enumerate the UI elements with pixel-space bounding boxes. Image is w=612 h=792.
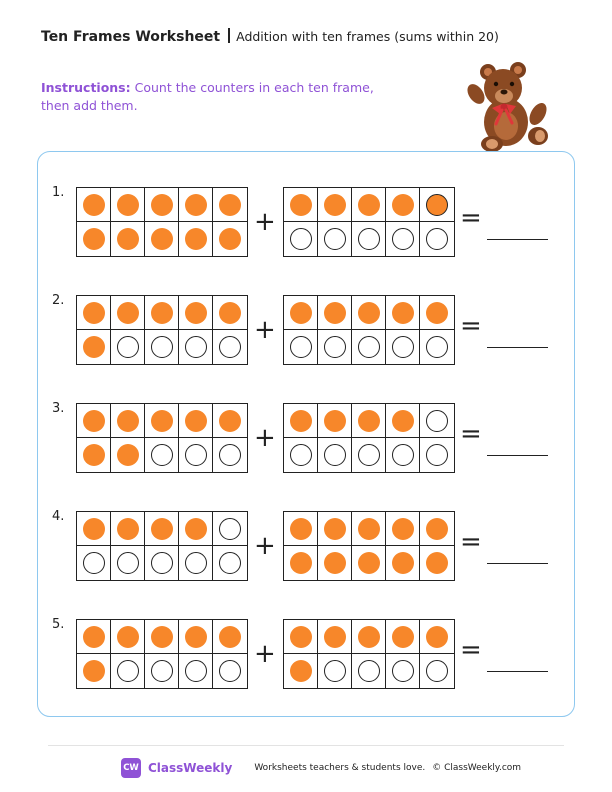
ten-frame-cell [318,404,352,438]
ten-frame-cell [318,296,352,330]
ten-frame-cell [420,654,454,688]
footer-tagline: Worksheets teachers & students love. [254,763,426,773]
ten-frame-cell [213,438,247,472]
filled-counter [392,626,414,648]
ten-frame-cell [386,654,420,688]
empty-counter [117,660,139,682]
filled-counter [358,194,380,216]
footer [121,758,521,778]
right-ten-frame [283,619,455,689]
filled-counter [83,626,105,648]
footer-divider [48,745,564,746]
ten-frame-cell [213,188,247,222]
ten-frame-cell [111,654,145,688]
ten-frame-cell [111,296,145,330]
filled-counter [83,444,105,466]
ten-frame-cell [420,188,454,222]
equals-sign: = [460,635,482,665]
filled-counter [117,228,139,250]
empty-counter [219,660,241,682]
filled-counter [290,518,312,540]
ten-frame-cell [77,620,111,654]
filled-counter [358,410,380,432]
plus-sign: + [254,315,276,345]
ten-frame-cell [77,330,111,364]
empty-counter [219,336,241,358]
filled-counter [151,302,173,324]
ten-frame-cell [284,620,318,654]
ten-frame-cell [111,438,145,472]
empty-counter [426,410,448,432]
ten-frame-cell [111,620,145,654]
answer-blank[interactable] [487,239,548,240]
problem-number: 5. [52,617,65,632]
ten-frame-cell [386,188,420,222]
ten-frame-cell [145,620,179,654]
empty-counter [219,444,241,466]
empty-counter [219,518,241,540]
filled-counter [324,626,346,648]
teddy-bear-icon [462,58,554,154]
empty-counter [392,444,414,466]
filled-counter [83,660,105,682]
filled-counter [219,302,241,324]
filled-counter [219,228,241,250]
ten-frame-cell [179,512,213,546]
ten-frame-cell [77,546,111,580]
problem-row [0,617,612,687]
filled-counter [324,194,346,216]
filled-counter [151,518,173,540]
ten-frame-cell [179,188,213,222]
ten-frame-cell [179,330,213,364]
problem-row [0,401,612,471]
ten-frame-cell [145,330,179,364]
ten-frame-cell [386,512,420,546]
empty-counter [358,444,380,466]
empty-counter [151,336,173,358]
filled-counter [83,194,105,216]
empty-counter [83,552,105,574]
filled-counter [290,302,312,324]
ten-frame-cell [213,330,247,364]
ten-frame-cell [284,296,318,330]
filled-counter [426,302,448,324]
ten-frame-cell [145,404,179,438]
empty-counter [392,228,414,250]
right-ten-frame [283,295,455,365]
instructions-label: Instructions: [41,80,131,95]
filled-counter [185,518,207,540]
filled-counter [358,552,380,574]
filled-counter [219,410,241,432]
right-ten-frame [283,187,455,257]
empty-counter [324,228,346,250]
ten-frame-cell [145,512,179,546]
ten-frame-cell [352,330,386,364]
ten-frame-cell [352,296,386,330]
plus-sign: + [254,531,276,561]
answer-blank[interactable] [487,671,548,672]
problem-number: 4. [52,509,65,524]
ten-frame-cell [284,188,318,222]
left-ten-frame [76,403,248,473]
ten-frame-cell [111,404,145,438]
filled-counter [83,228,105,250]
equals-sign: = [460,203,482,233]
brand-name: ClassWeekly [148,761,233,775]
ten-frame-cell [352,404,386,438]
ten-frame-cell [352,512,386,546]
ten-frame-cell [145,546,179,580]
filled-counter [426,518,448,540]
empty-counter [185,552,207,574]
right-ten-frame [283,403,455,473]
ten-frame-cell [318,438,352,472]
ten-frame-cell [77,222,111,256]
ten-frame-cell [213,404,247,438]
worksheet-subtitle: Addition with ten frames (sums within 20) [236,29,499,44]
answer-blank[interactable] [487,347,548,348]
ten-frame-cell [213,296,247,330]
filled-counter [117,302,139,324]
empty-counter [185,336,207,358]
empty-counter [358,336,380,358]
ten-frame-cell [318,546,352,580]
empty-counter [151,444,173,466]
ten-frame-cell [420,512,454,546]
ten-frame-cell [284,654,318,688]
ten-frame-cell [386,330,420,364]
ten-frame-cell [420,620,454,654]
ten-frame-cell [77,404,111,438]
empty-counter [392,660,414,682]
empty-counter [185,444,207,466]
ten-frame-cell [77,512,111,546]
ten-frame-cell [284,438,318,472]
empty-counter [324,660,346,682]
ten-frame-cell [420,404,454,438]
classweekly-logo-icon: CW [121,758,141,778]
ten-frame-cell [284,512,318,546]
empty-counter [426,336,448,358]
ten-frame-cell [420,438,454,472]
ten-frame-cell [77,438,111,472]
filled-counter [290,660,312,682]
ten-frame-cell [179,222,213,256]
filled-counter [290,194,312,216]
ten-frame-cell [145,654,179,688]
empty-counter [117,552,139,574]
equals-sign: = [460,311,482,341]
filled-counter [358,626,380,648]
ten-frame-cell [386,296,420,330]
filled-counter [219,626,241,648]
ten-frame-cell [213,222,247,256]
filled-counter [83,518,105,540]
filled-counter [290,410,312,432]
empty-counter [358,228,380,250]
ten-frame-cell [284,330,318,364]
problem-number: 2. [52,293,65,308]
filled-counter [83,410,105,432]
filled-counter [358,302,380,324]
footer-copyright: © ClassWeekly.com [432,763,522,773]
ten-frame-cell [318,222,352,256]
filled-counter [426,626,448,648]
empty-counter [324,444,346,466]
filled-counter [392,194,414,216]
ten-frame-cell [179,654,213,688]
ten-frame-cell [420,330,454,364]
filled-counter [290,626,312,648]
filled-counter [83,336,105,358]
filled-counter [151,228,173,250]
filled-counter [117,194,139,216]
problem-row [0,185,612,255]
ten-frame-cell [77,654,111,688]
problem-row [0,509,612,579]
answer-blank[interactable] [487,563,548,564]
ten-frame-cell [352,620,386,654]
ten-frame-cell [77,188,111,222]
worksheet-header [41,28,499,45]
ten-frame-cell [352,188,386,222]
ten-frame-cell [77,296,111,330]
empty-counter [117,336,139,358]
ten-frame-cell [352,654,386,688]
ten-frame-cell [386,438,420,472]
filled-counter [185,194,207,216]
ten-frame-cell [386,404,420,438]
empty-counter [290,228,312,250]
instructions-text: Count the counters in each ten frame, then add them. [41,80,374,113]
empty-counter [426,660,448,682]
ten-frame-cell [179,296,213,330]
ten-frame-cell [179,620,213,654]
right-ten-frame [283,511,455,581]
worksheet-title: Ten Frames Worksheet [41,29,221,45]
empty-counter [219,552,241,574]
filled-counter [185,228,207,250]
empty-counter [358,660,380,682]
empty-counter [185,660,207,682]
left-ten-frame [76,619,248,689]
ten-frame-cell [111,330,145,364]
ten-frame-cell [318,330,352,364]
plus-sign: + [254,639,276,669]
left-ten-frame [76,295,248,365]
ten-frame-cell [111,512,145,546]
left-ten-frame [76,187,248,257]
equals-sign: = [460,419,482,449]
ten-frame-cell [318,620,352,654]
title-separator [228,28,230,43]
filled-counter [392,410,414,432]
ten-frame-cell [145,438,179,472]
ten-frame-cell [284,222,318,256]
filled-counter [185,410,207,432]
ten-frame-cell [386,620,420,654]
filled-counter [426,194,448,216]
problem-number: 1. [52,185,65,200]
plus-sign: + [254,207,276,237]
ten-frame-cell [145,188,179,222]
ten-frame-cell [111,546,145,580]
ten-frame-cell [352,546,386,580]
ten-frame-cell [179,546,213,580]
empty-counter [426,228,448,250]
ten-frame-cell [420,546,454,580]
ten-frame-cell [318,512,352,546]
empty-counter [151,552,173,574]
filled-counter [117,518,139,540]
empty-counter [151,660,173,682]
problem-row [0,293,612,363]
plus-sign: + [254,423,276,453]
filled-counter [83,302,105,324]
filled-counter [185,302,207,324]
ten-frame-cell [352,222,386,256]
filled-counter [151,410,173,432]
filled-counter [185,626,207,648]
instructions [41,79,401,115]
ten-frame-cell [284,546,318,580]
filled-counter [219,194,241,216]
filled-counter [151,626,173,648]
ten-frame-cell [284,404,318,438]
ten-frame-cell [111,222,145,256]
filled-counter [324,552,346,574]
filled-counter [117,444,139,466]
ten-frame-cell [213,546,247,580]
ten-frame-cell [386,546,420,580]
filled-counter [392,552,414,574]
problem-number: 3. [52,401,65,416]
empty-counter [290,444,312,466]
ten-frame-cell [213,512,247,546]
ten-frame-cell [352,438,386,472]
empty-counter [324,336,346,358]
filled-counter [290,552,312,574]
filled-counter [392,518,414,540]
ten-frame-cell [213,654,247,688]
equals-sign: = [460,527,482,557]
ten-frame-cell [145,222,179,256]
empty-counter [392,336,414,358]
filled-counter [117,626,139,648]
ten-frame-cell [179,404,213,438]
filled-counter [392,302,414,324]
ten-frame-cell [420,296,454,330]
filled-counter [324,410,346,432]
ten-frame-cell [386,222,420,256]
filled-counter [324,302,346,324]
ten-frame-cell [145,296,179,330]
ten-frame-cell [111,188,145,222]
ten-frame-cell [179,438,213,472]
ten-frame-cell [318,654,352,688]
filled-counter [151,194,173,216]
answer-blank[interactable] [487,455,548,456]
ten-frame-cell [420,222,454,256]
filled-counter [358,518,380,540]
filled-counter [117,410,139,432]
filled-counter [324,518,346,540]
ten-frame-cell [213,620,247,654]
empty-counter [426,444,448,466]
left-ten-frame [76,511,248,581]
filled-counter [426,552,448,574]
ten-frame-cell [318,188,352,222]
empty-counter [290,336,312,358]
